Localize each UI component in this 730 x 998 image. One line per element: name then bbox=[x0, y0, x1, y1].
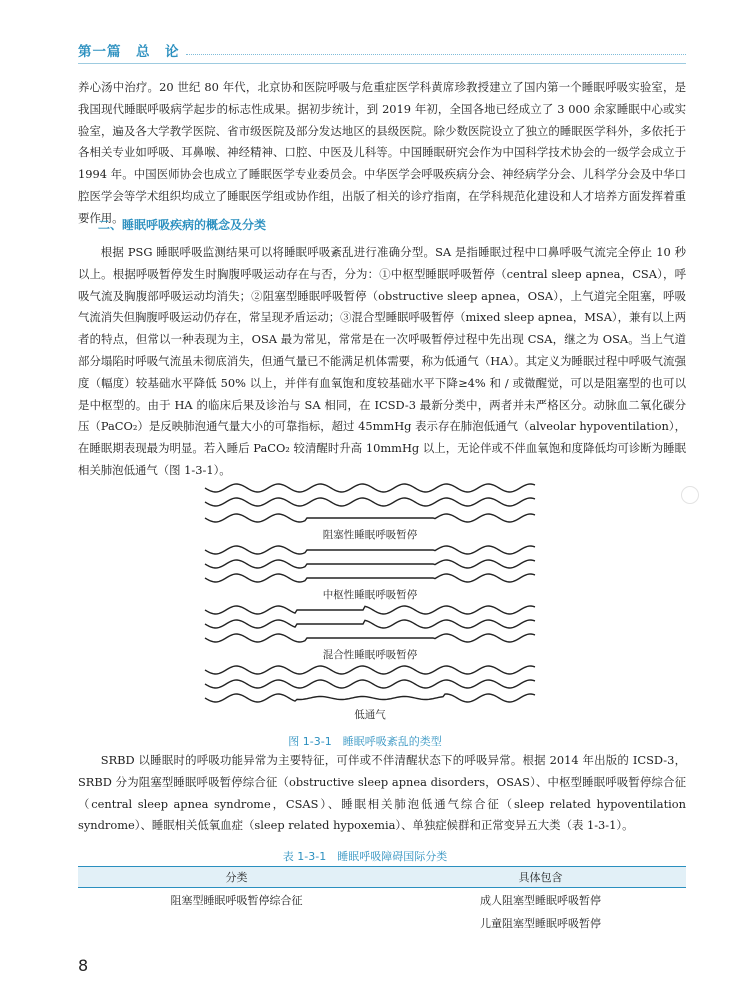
mixed-trace-2 bbox=[205, 620, 535, 628]
mixed-airflow bbox=[205, 634, 535, 642]
hypopnea-airflow bbox=[205, 694, 535, 702]
table-cell: 阻塞型睡眠呼吸暂停综合征 bbox=[170, 893, 303, 907]
table-caption: 表 1-3-1 睡眠呼吸障碍国际分类 bbox=[282, 850, 448, 863]
table-cell bbox=[78, 911, 395, 934]
sleep-apnea-waveform-figure bbox=[190, 480, 550, 730]
central-trace-1 bbox=[205, 546, 535, 554]
figure-caption: 图 1-3-1 睡眠呼吸紊乱的类型 bbox=[288, 735, 442, 748]
margin-logo-mark bbox=[681, 486, 699, 504]
obstructive-trace-1 bbox=[205, 484, 535, 492]
figure-label-obstructive: 阻塞性睡眠呼吸暂停 bbox=[322, 529, 418, 541]
section-heading: 二、睡眠呼吸疾病的概念及分类 bbox=[98, 218, 267, 232]
table-cell: 儿童阻塞型睡眠呼吸暂停 bbox=[480, 916, 601, 930]
header-rule bbox=[78, 63, 686, 64]
classification-table bbox=[78, 866, 686, 934]
hypopnea-trace-2 bbox=[205, 680, 535, 688]
table-header-contents: 具体包含 bbox=[395, 867, 686, 888]
central-trace-2 bbox=[205, 560, 535, 568]
paragraph-srbd: SRBD 以睡眠时的呼吸功能异常为主要特征，可伴或不伴清醒状态下的呼吸异常。根据 2014 年出版的 ICSD-3，SRBD 分为阻塞型睡眠呼吸暂停综合征（obstructive sleep apnea disorders，OSAS）、中枢型睡眠呼吸暂停综合征（central sleep apnea syndrome，CSAS）、睡眠相关肺泡低通气综合征（sleep related hypoventilation syndrome）、睡眠相关低氧血症（sleep related hypoxemia）、单独症候群和正常变异五大类（表 1-3-1）。 bbox=[78, 753, 686, 833]
table-cell: 成人阻塞型睡眠呼吸暂停 bbox=[480, 893, 601, 907]
paragraph-classification: 根据 PSG 睡眠呼吸监测结果可以将睡眠呼吸紊乱进行准确分型。SA 是指睡眠过程中口鼻呼吸气流完全停止 10 秒以上。根据呼吸暂停发生时胸腹呼吸运动存在与否，分为：①中枢型睡眠呼吸暂停（central sleep apnea，CSA），呼吸气流及胸腹部呼吸运动均消失；②阻塞型睡眠呼吸暂停（obstructive sleep apnea，OSA），上气道完全阻塞，呼吸气流消失但胸腹呼吸运动仍存在，常呈现矛盾运动；③混合型睡眠呼吸暂停（mixed sleep apnea，MSA），兼有以上两者的特点，但常以一种表现为主，OSA 最为常见，常常是在一次呼吸暂停过程中先出现 CSA，继之为 OSA。当上气道部分塌陷时呼吸气流虽未彻底消失，但通气量已不能满足机体需要，称为低通气（HA）。其定义为睡眠过程中呼吸气流强度（幅度）较基础水平降低 50% 以上，并伴有血氧饱和度较基础水平下降≥4% 和 / 或微醒觉，可以是阻塞型的也可以是中枢型的。由于 HA 的临床后果及诊治与 SA 相同，在 ICSD-3 最新分类中，两者并未严格区分。动脉血二氧化碳分压（PaCO₂）是反映肺泡通气量大小的可靠指标，超过 45mmHg 表示存在肺泡低通气（alveolar hypoventilation），在睡眠期表现最为明显。若入睡后 PaCO₂ 较清醒时升高 10mmHg 以上，无论伴或不伴血氧饱和度降低均可诊断为睡眠相关肺泡低通气（图 1-3-1）。 bbox=[78, 245, 686, 477]
paragraph-intro: 养心汤中治疗。20 世纪 80 年代，北京协和医院呼吸与危重症医学科黄席珍教授建立了国内第一个睡眠呼吸实验室，是我国现代睡眠呼吸病学起步的标志性成果。据初步统计，到 2019 年初，全国各地已经成立了 3 000 余家睡眠中心或实验室，遍及各大学教学医院、省市级医院及部分发达地区的县级医院。除少数医院设立了独立的睡眠医学科外，多依托于各相关专业如呼吸、耳鼻喉、神经精神、口腔、中医及儿科等。中国睡眠研究会作为中国科学技术协会的一级学会成立于 1994 年。中国医师协会也成立了睡眠医学专业委员会。中华医学会呼吸疾病分会、神经病学分会、儿科学分会及中华口腔医学会等学术组织均成立了睡眠医学组或协作组，出版了相关的诊疗指南，在学科规范化建设和人才培养方面发挥着重要作用。 bbox=[78, 80, 686, 225]
running-header-title: 第一篇 总 论 bbox=[78, 44, 180, 60]
central-airflow bbox=[205, 574, 535, 582]
table-header-category: 分类 bbox=[78, 867, 395, 888]
obstructive-airflow bbox=[205, 514, 535, 522]
hypopnea-trace-1 bbox=[205, 666, 535, 674]
mixed-trace-1 bbox=[205, 606, 535, 614]
header-dotted-rule bbox=[186, 54, 686, 55]
page-number: 8 bbox=[78, 956, 89, 975]
obstructive-trace-2 bbox=[205, 498, 535, 506]
table-row bbox=[78, 888, 686, 912]
figure-label-central: 中枢性睡眠呼吸暂停 bbox=[322, 589, 418, 601]
table-row bbox=[78, 911, 686, 934]
figure-label-hypopnea: 低通气 bbox=[354, 709, 386, 721]
figure-label-mixed: 混合性睡眠呼吸暂停 bbox=[322, 649, 418, 661]
